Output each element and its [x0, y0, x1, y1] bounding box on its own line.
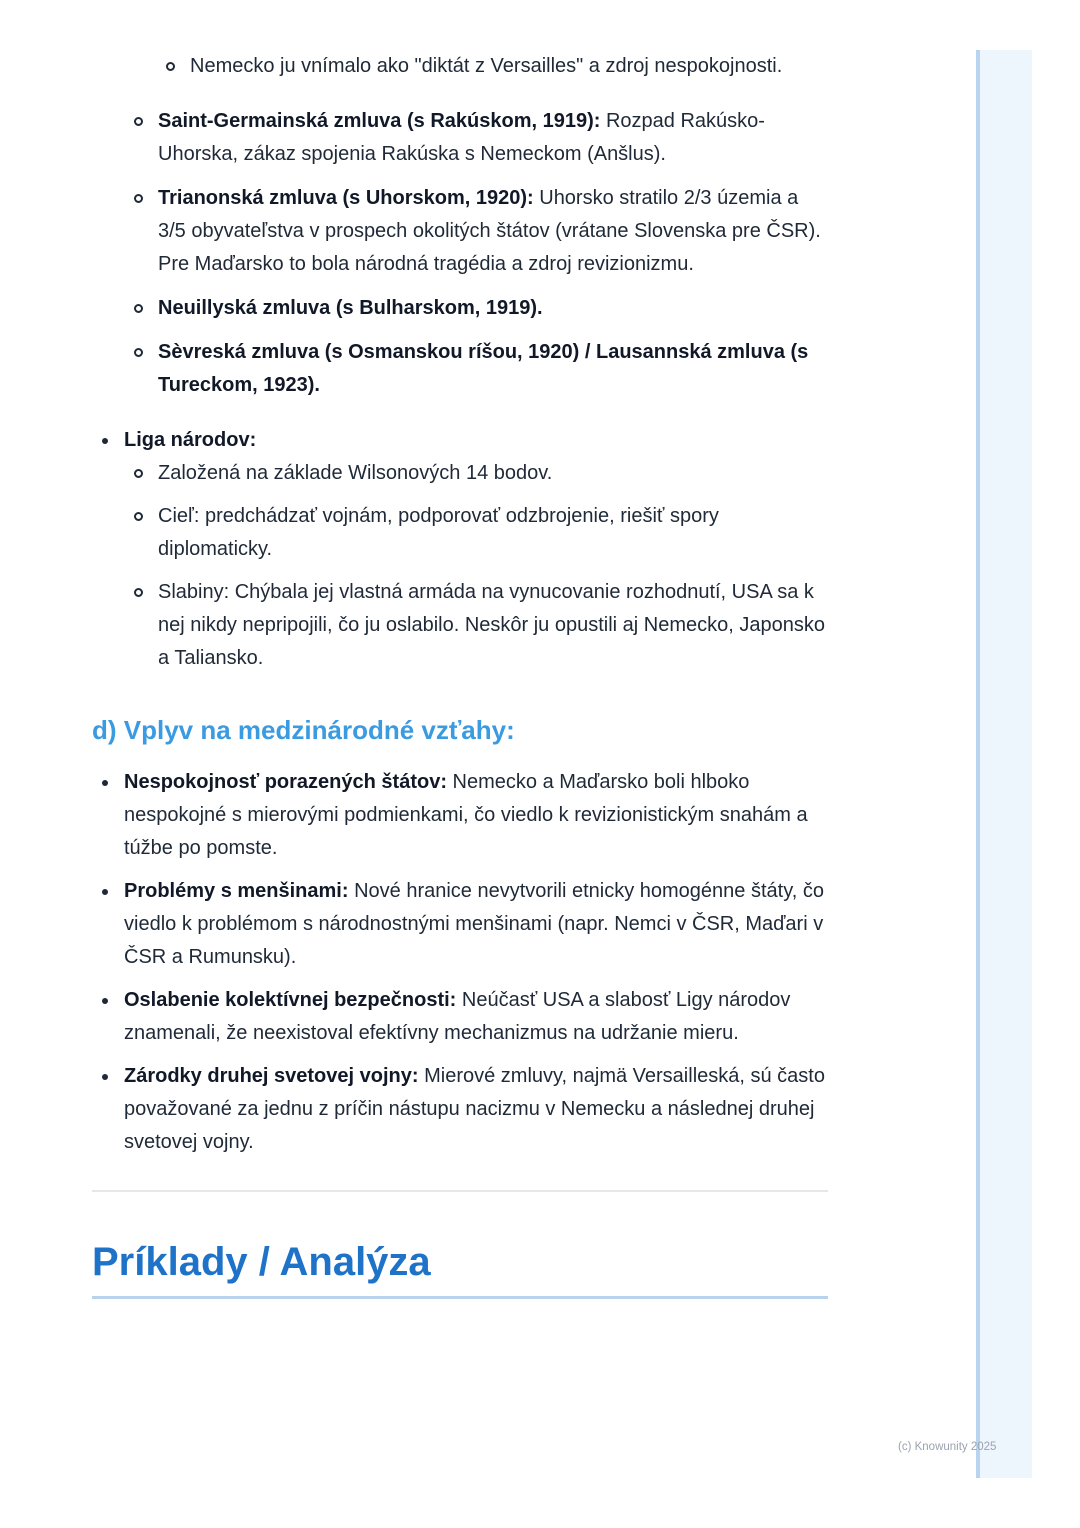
list-item: Založená na základe Wilsonových 14 bodov. [92, 457, 828, 490]
list-item: Nemecko ju vnímalo ako "diktát z Versailles" a zdroj nespokojnosti. [92, 50, 828, 83]
versailles-sublist [92, 50, 828, 83]
league-list [92, 424, 828, 457]
section-d-heading: d) Vplyv na medzinárodné vzťahy: [92, 715, 515, 745]
section-d-list [92, 766, 828, 1159]
copyright-text: (c) Knowunity 2025 [898, 1441, 997, 1453]
heading-underline [92, 1296, 828, 1299]
treaty-neuilly: Neuillyská zmluva (s Bulharskom, 1919). [92, 292, 828, 325]
treaty-sevres-lausanne: Sèvreská zmluva (s Osmanskou ríšou, 1920) / Lausannská zmluva (s Tureckom, 1923). [92, 336, 828, 402]
list-item: Zárodky druhej svetovej vojny: Mierové zmluvy, najmä Versailleská, sú často považované za jednu z príčin nástupu nacizmu v Nemecku a následnej druhej svetovej vojny. [92, 1060, 828, 1159]
league-of-nations-item: Liga národov: [92, 424, 828, 457]
league-sublist [92, 457, 828, 675]
sidebar-border [976, 50, 980, 1478]
list-item: Nespokojnosť porazených štátov: Nemecko a Maďarsko boli hlboko nespokojné s mierovými podmienkami, čo viedlo k revizionistickým snahám a túžbe po pomste. [92, 766, 828, 865]
list-item: Cieľ: predchádzať vojnám, podporovať odzbrojenie, riešiť spory diplomaticky. [92, 500, 828, 566]
page-sidebar [976, 50, 1032, 1478]
section-divider [92, 1190, 828, 1192]
treaty-trianon: Trianonská zmluva (s Uhorskom, 1920): Uhorsko stratilo 2/3 územia a 3/5 obyvateľstva v prospech okolitých štátov (vrátane Slovenska pre ČSR). Pre Maďarsko to bola národná tragédia a zdroj revizionizmu. [92, 182, 828, 281]
list-item: Problémy s menšinami: Nové hranice nevytvorili etnicky homogénne štáty, čo viedlo k problémom s národnostnými menšinami (napr. Nemci v ČSR, Maďari v ČSR a Rumunsku). [92, 875, 828, 974]
list-item: Oslabenie kolektívnej bezpečnosti: Neúčasť USA a slabosť Ligy národov znamenali, že neexistoval efektívny mechanizmus na udržanie mieru. [92, 984, 828, 1050]
treaties-list [92, 105, 828, 402]
treaty-saint-germain: Saint-Germainská zmluva (s Rakúskom, 1919): Rozpad Rakúsko-Uhorska, zákaz spojenia Rakúska s Nemeckom (Anšlus). [92, 105, 828, 171]
list-item: Slabiny: Chýbala jej vlastná armáda na vynucovanie rozhodnutí, USA sa k nej nikdy nepripojili, čo ju oslabilo. Neskôr ju opustili aj Nemecko, Japonsko a Taliansko. [92, 576, 828, 675]
examples-heading: Príklady / Analýza [92, 1240, 431, 1284]
document-content [92, 0, 828, 1299]
